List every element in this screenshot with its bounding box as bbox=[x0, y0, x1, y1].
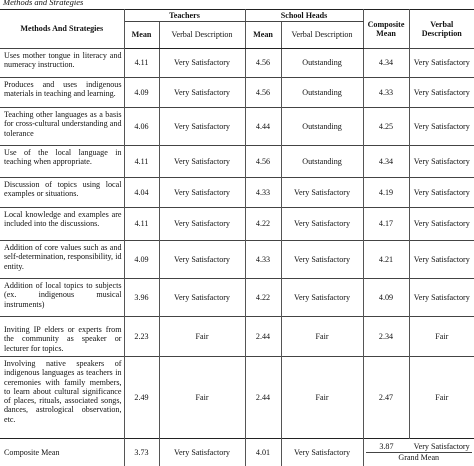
heads-mean-cell: 4.22 bbox=[245, 279, 281, 317]
method-cell: Produces and uses indigenous materials in teaching and learning. bbox=[0, 78, 124, 108]
table-row bbox=[0, 108, 474, 146]
table-row bbox=[0, 241, 474, 279]
composite-mean-cell: 4.34 bbox=[363, 49, 409, 78]
table-caption: Methods and Strategies bbox=[3, 0, 84, 7]
teachers-desc-cell: Very Satisfactory bbox=[159, 49, 245, 78]
teachers-mean-cell: 3.96 bbox=[124, 279, 159, 317]
method-cell: Inviting IP elders or experts from the community as speaker or lecturer for topics. bbox=[0, 317, 124, 357]
header-verbal-description: Verbal Description bbox=[409, 10, 474, 49]
table-row bbox=[0, 49, 474, 78]
composite-desc-cell: Very Satisfactory bbox=[409, 241, 474, 279]
teachers-desc-cell: Fair bbox=[159, 317, 245, 357]
method-cell: Local knowledge and examples are included into the discussions. bbox=[0, 208, 124, 241]
composite-desc-cell: Fair bbox=[409, 357, 474, 439]
heads-mean-cell: 4.33 bbox=[245, 178, 281, 208]
heads-desc-cell: Outstanding bbox=[281, 78, 363, 108]
composite-mean-cell: 4.25 bbox=[363, 108, 409, 146]
heads-mean-cell: 2.44 bbox=[245, 357, 281, 439]
composite-mean-cell: 2.34 bbox=[363, 317, 409, 357]
heads-mean-cell: 2.44 bbox=[245, 317, 281, 357]
composite-desc-cell: Very Satisfactory bbox=[409, 108, 474, 146]
composite-desc-cell: Very Satisfactory bbox=[409, 279, 474, 317]
heads-desc-cell: Fair bbox=[281, 357, 363, 439]
footer-heads-desc: Very Satisfactory bbox=[281, 439, 363, 466]
method-cell: Addition of core values such as and self-determination, responsibility, id entity. bbox=[0, 241, 124, 279]
teachers-desc-cell: Very Satisfactory bbox=[159, 108, 245, 146]
teachers-desc-cell: Very Satisfactory bbox=[159, 279, 245, 317]
heads-mean-cell: 4.44 bbox=[245, 108, 281, 146]
composite-desc-cell: Very Satisfactory bbox=[409, 146, 474, 178]
composite-mean-cell: 2.47 bbox=[363, 357, 409, 439]
table-row bbox=[0, 317, 474, 357]
heads-mean-cell: 4.33 bbox=[245, 241, 281, 279]
header-teachers-mean: Mean bbox=[124, 22, 159, 49]
composite-desc-cell: Very Satisfactory bbox=[409, 78, 474, 108]
table-row bbox=[0, 208, 474, 241]
header-teachers-verbal: Verbal Description bbox=[159, 22, 245, 49]
heads-desc-cell: Very Satisfactory bbox=[281, 241, 363, 279]
teachers-desc-cell: Very Satisfactory bbox=[159, 241, 245, 279]
composite-desc-cell: Very Satisfactory bbox=[409, 49, 474, 78]
heads-desc-cell: Outstanding bbox=[281, 49, 363, 78]
table-row bbox=[0, 279, 474, 317]
table-row bbox=[0, 146, 474, 178]
composite-mean-row bbox=[0, 439, 474, 466]
header-methods: Methods And Strategies bbox=[0, 10, 124, 49]
header-school-heads: School Heads bbox=[245, 10, 363, 22]
composite-mean-cell: 4.19 bbox=[363, 178, 409, 208]
composite-desc-cell: Very Satisfactory bbox=[409, 178, 474, 208]
methods-strategies-table bbox=[0, 9, 474, 466]
table-row bbox=[0, 78, 474, 108]
grand-mean-label: Grand Mean bbox=[366, 452, 473, 462]
footer-heads-mean: 4.01 bbox=[245, 439, 281, 466]
composite-mean-cell: 4.33 bbox=[363, 78, 409, 108]
method-cell: Involving native speakers of indigenous languages as teachers in ceremonies with family members, to learn about cultural significance of places, rituals, associated songs, dances, astrological observation, etc. bbox=[0, 357, 124, 439]
footer-teachers-mean: 3.73 bbox=[124, 439, 159, 466]
grand-mean-cell bbox=[363, 439, 474, 466]
teachers-desc-cell: Very Satisfactory bbox=[159, 146, 245, 178]
method-cell: Uses mother tongue in literacy and numeracy instruction. bbox=[0, 49, 124, 78]
teachers-mean-cell: 2.49 bbox=[124, 357, 159, 439]
teachers-desc-cell: Very Satisfactory bbox=[159, 78, 245, 108]
teachers-mean-cell: 4.11 bbox=[124, 49, 159, 78]
teachers-mean-cell: 4.11 bbox=[124, 208, 159, 241]
heads-desc-cell: Very Satisfactory bbox=[281, 208, 363, 241]
footer-label: Composite Mean bbox=[0, 439, 124, 466]
heads-mean-cell: 4.56 bbox=[245, 49, 281, 78]
teachers-mean-cell: 4.04 bbox=[124, 178, 159, 208]
teachers-mean-cell: 4.06 bbox=[124, 108, 159, 146]
teachers-mean-cell: 4.09 bbox=[124, 78, 159, 108]
footer-composite-mean: 3.87 bbox=[379, 441, 394, 451]
method-cell: Use of the local language in teaching when appropriate. bbox=[0, 146, 124, 178]
method-cell: Addition of local topics to subjects (ex. indigenous musical instruments) bbox=[0, 279, 124, 317]
teachers-mean-cell: 4.09 bbox=[124, 241, 159, 279]
composite-mean-cell: 4.21 bbox=[363, 241, 409, 279]
heads-desc-cell: Outstanding bbox=[281, 146, 363, 178]
composite-desc-cell: Very Satisfactory bbox=[409, 208, 474, 241]
footer-teachers-desc: Very Satisfactory bbox=[159, 439, 245, 466]
footer-composite-desc: Very Satisfactory bbox=[413, 441, 470, 451]
heads-desc-cell: Fair bbox=[281, 317, 363, 357]
header-composite-mean: Composite Mean bbox=[363, 10, 409, 49]
heads-mean-cell: 4.56 bbox=[245, 78, 281, 108]
teachers-desc-cell: Very Satisfactory bbox=[159, 208, 245, 241]
composite-mean-cell: 4.17 bbox=[363, 208, 409, 241]
composite-mean-cell: 4.09 bbox=[363, 279, 409, 317]
heads-desc-cell: Very Satisfactory bbox=[281, 279, 363, 317]
method-cell: Teaching other languages as a basis for cross-cultural understanding and tolerance bbox=[0, 108, 124, 146]
table-row bbox=[0, 357, 474, 439]
header-teachers: Teachers bbox=[124, 10, 245, 22]
composite-desc-cell: Fair bbox=[409, 317, 474, 357]
header-heads-mean: Mean bbox=[245, 22, 281, 49]
teachers-mean-cell: 4.11 bbox=[124, 146, 159, 178]
teachers-desc-cell: Very Satisfactory bbox=[159, 178, 245, 208]
header-heads-verbal: Verbal Description bbox=[281, 22, 363, 49]
table-row bbox=[0, 178, 474, 208]
teachers-desc-cell: Fair bbox=[159, 357, 245, 439]
heads-desc-cell: Outstanding bbox=[281, 108, 363, 146]
teachers-mean-cell: 2.23 bbox=[124, 317, 159, 357]
heads-mean-cell: 4.56 bbox=[245, 146, 281, 178]
heads-mean-cell: 4.22 bbox=[245, 208, 281, 241]
method-cell: Discussion of topics using local examples or situations. bbox=[0, 178, 124, 208]
composite-mean-cell: 4.34 bbox=[363, 146, 409, 178]
heads-desc-cell: Very Satisfactory bbox=[281, 178, 363, 208]
